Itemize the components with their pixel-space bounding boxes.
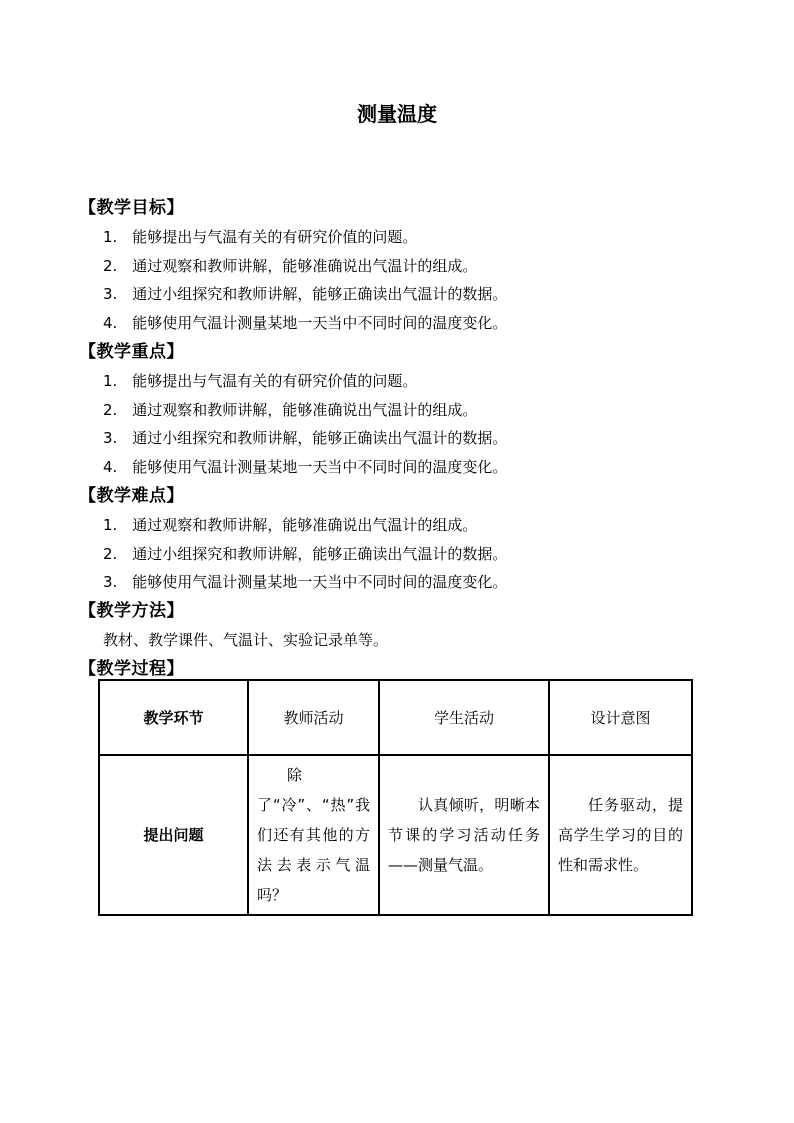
table-header-teacher-activity: 教师活动 [248,680,379,755]
table-cell-stage: 提出问题 [99,755,248,915]
objectives-item-2: 2. 通过观察和教师讲解，能够准确说出气温计的组成。 [103,256,478,275]
key-points-item-2: 2. 通过观察和教师讲解，能够准确说出气温计的组成。 [103,400,478,419]
section-heading-key-points: 【教学重点】 [79,341,184,362]
key-points-item-3: 3. 通过小组探究和教师讲解，能够正确读出气温计的数据。 [103,429,508,448]
section-heading-methods: 【教学方法】 [79,601,184,622]
difficulties-item-3: 3. 能够使用气温计测量某地一天当中不同时间的温度变化。 [103,573,508,592]
key-points-item-1: 1. 能够提出与气温有关的有研究价值的问题。 [103,371,418,390]
table-header-student-activity: 学生活动 [379,680,549,755]
objectives-item-3: 3. 通过小组探究和教师讲解，能够正确读出气温计的数据。 [103,285,508,304]
difficulties-item-1: 1. 通过观察和教师讲解，能够准确说出气温计的组成。 [103,515,478,534]
section-heading-objectives: 【教学目标】 [79,198,184,218]
document-content [0,194,794,916]
objectives-item-1: 1. 能够提出与气温有关的有研究价值的问题。 [103,227,418,246]
teaching-process-table [98,679,693,916]
document-title: 测量温度 [357,102,437,126]
key-points-item-4: 4. 能够使用气温计测量某地一天当中不同时间的温度变化。 [103,458,508,477]
table-header-stage: 教学环节 [99,680,248,755]
table-header-design-intent: 设计意图 [549,680,692,755]
table-cell-teacher-activity: 除了“冷”、“热”我们还有其他的方法去表示气温吗？ [248,755,379,915]
objectives-item-4: 4. 能够使用气温计测量某地一天当中不同时间的温度变化。 [103,314,508,333]
table-row [99,755,692,915]
table-header-row [99,680,692,755]
table-cell-student-activity: 认真倾听，明晰本节课的学习活动任务——测量气温。 [379,755,549,915]
table-cell-design-intent: 任务驱动，提高学生学习的目的性和需求性。 [549,755,692,915]
methods-text: 教材、教学课件、气温计、实验记录单等。 [103,630,389,649]
section-heading-process: 【教学过程】 [79,658,184,679]
difficulties-item-2: 2. 通过小组探究和教师讲解，能够正确读出气温计的数据。 [103,544,508,563]
section-heading-difficulties: 【教学难点】 [79,485,184,506]
